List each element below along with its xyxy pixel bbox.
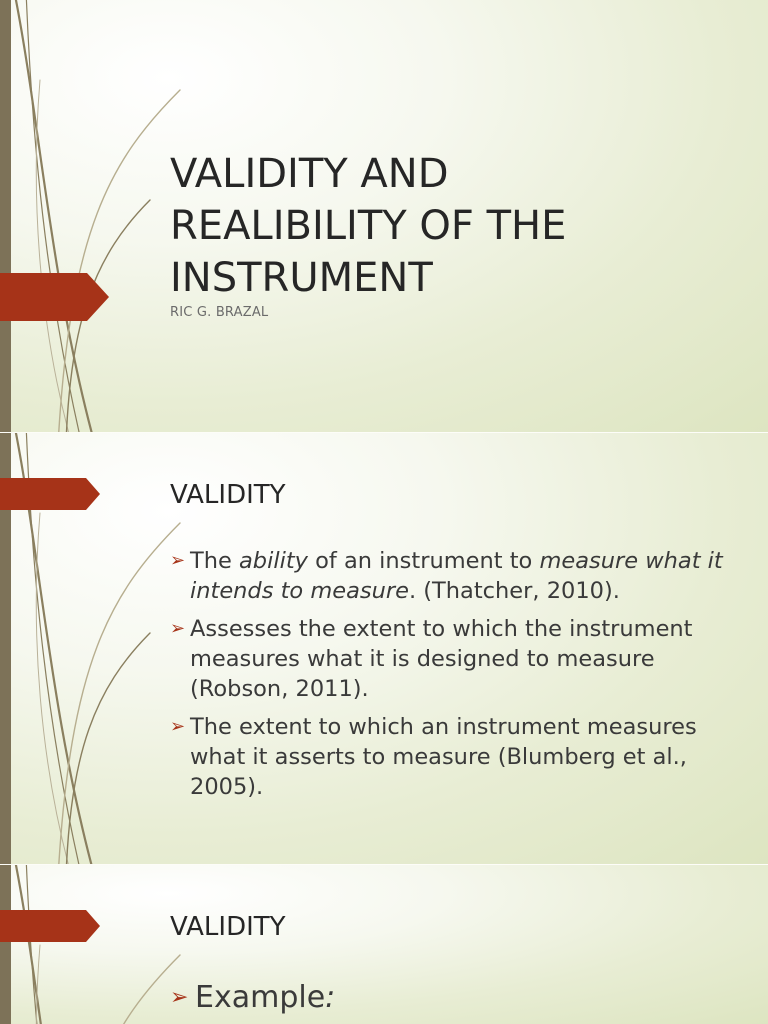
bullet-text: The extent to which an instrument measures what it asserts to measure (Blumberg et al., 2005). [190,714,697,800]
bullet-item [170,614,730,704]
bullet-item [170,546,730,606]
bullet-list [170,978,730,1024]
right-arrowhead-icon: ➢ [170,985,189,1010]
slide-validity-definitions [0,433,768,864]
title-line-2: REALIBILITY OF THE [170,203,567,249]
title-line-3: INSTRUMENT [170,255,433,301]
arrow-tab [0,273,109,321]
bullet-text: The ability of an instrument to measure what it intends to measure. (Thatcher, 2010). [190,548,723,604]
author-subtitle: RIC G. BRAZAL [170,305,269,320]
bullet-item [170,712,730,802]
arrow-tab [0,910,100,942]
right-arrowhead-icon: ➢ [170,716,186,737]
slide-heading: VALIDITY [170,912,286,942]
arrow-tab [0,478,100,510]
slide-heading: VALIDITY [170,480,286,510]
right-arrowhead-icon: ➢ [170,550,186,571]
title-line-1: VALIDITY AND [170,151,449,197]
slide-validity-example [0,865,768,1024]
slide-title-heading [170,148,566,304]
slide-title [0,0,768,432]
bullet-text: Assesses the extent to which the instrument measures what it is designed to measure (Robson, 2011). [190,616,693,702]
bullet-text: Example: [195,980,336,1015]
bullet-list [170,546,730,810]
bullet-item [170,978,730,1018]
right-arrowhead-icon: ➢ [170,618,186,639]
